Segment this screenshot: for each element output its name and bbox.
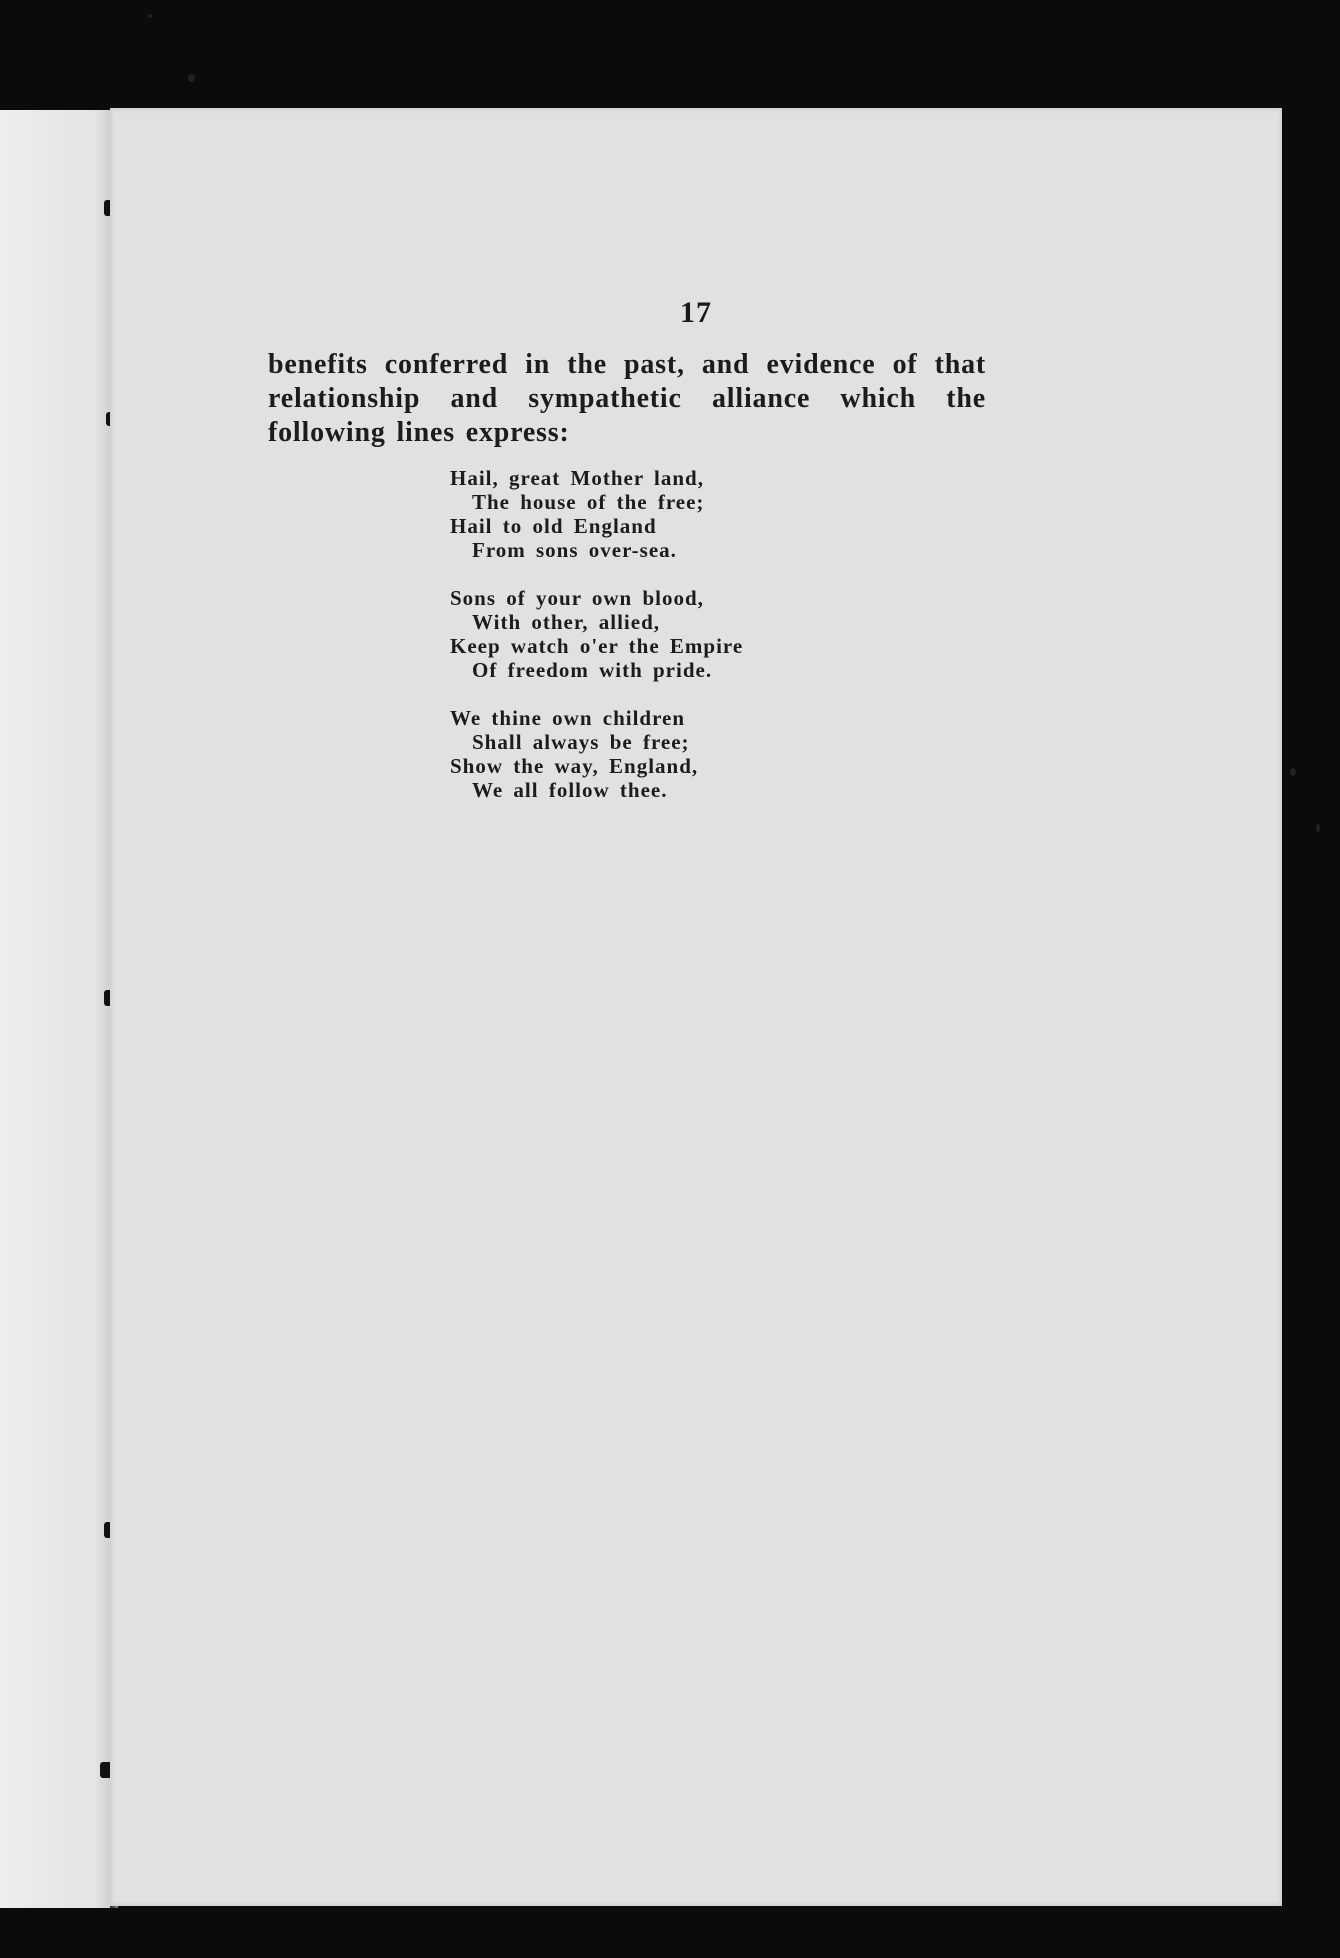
- poem-line: We all follow thee.: [472, 778, 668, 802]
- poem-line: Sons of your own blood,: [450, 586, 704, 610]
- page-number: 17: [680, 296, 712, 329]
- poem-stanza: [450, 466, 743, 562]
- document-page: [110, 108, 1282, 1906]
- dust-speck: [1290, 768, 1296, 776]
- dust-speck: [148, 14, 152, 18]
- poem-line: Hail, great Mother land,: [450, 466, 704, 490]
- poem-line: Keep watch o'er the Empire: [450, 634, 744, 658]
- poem-line: Of freedom with pride.: [472, 658, 713, 682]
- poem-line: With other, allied,: [472, 610, 661, 634]
- poem-line: Hail to old England: [450, 514, 657, 538]
- poem-line: From sons over-sea.: [472, 538, 677, 562]
- poem-line: Shall always be free;: [472, 730, 690, 754]
- dust-speck: [1316, 824, 1320, 832]
- facing-page-edge: [0, 110, 112, 1908]
- poem-stanza: [450, 706, 743, 802]
- poem-line: The house of the free;: [472, 490, 705, 514]
- poem-stanza: [450, 586, 743, 682]
- body-paragraph: benefits conferred in the past, and evidence of that relationship and sympathetic alliance which the following lines express:: [268, 349, 986, 448]
- poem-line: We thine own children: [450, 706, 686, 730]
- poem-line: Show the way, England,: [450, 754, 699, 778]
- poem: [450, 466, 743, 826]
- dust-speck: [188, 74, 195, 82]
